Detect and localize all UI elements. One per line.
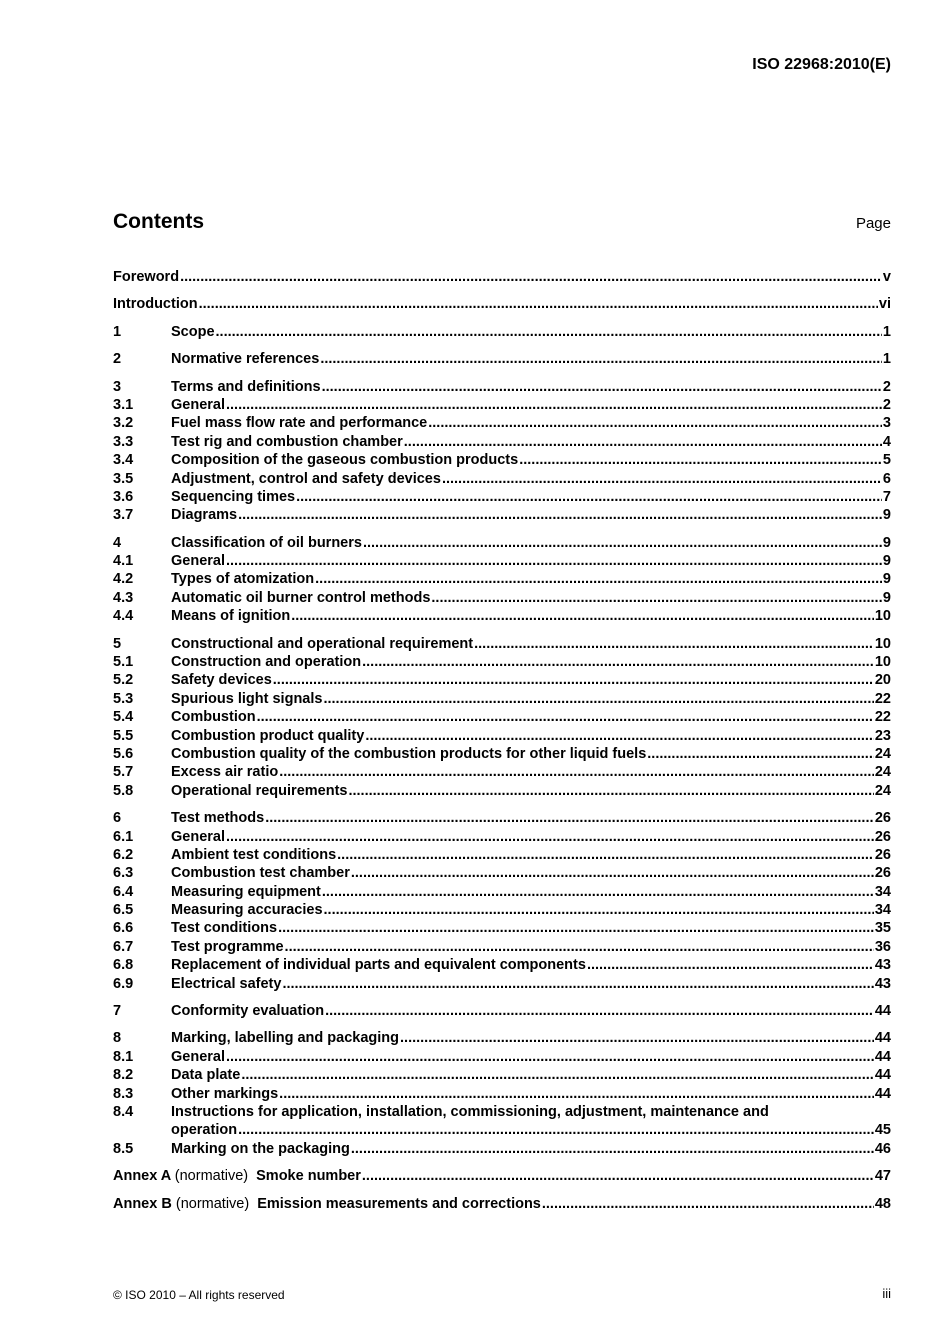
toc-entry-page: 22 xyxy=(874,690,891,707)
toc-entry-page: 44 xyxy=(874,1030,891,1047)
toc-leader-dots xyxy=(351,1140,874,1158)
toc-entry[interactable] xyxy=(113,552,891,570)
toc-leader-dots xyxy=(279,763,874,781)
toc-group-annex-b xyxy=(113,1195,891,1213)
toc-entry-title: Classification of oil burners xyxy=(171,534,362,551)
toc-entry-title: Spurious light signals xyxy=(171,690,323,707)
toc-entry[interactable] xyxy=(113,433,891,451)
toc-entry[interactable] xyxy=(113,534,891,552)
toc-entry[interactable] xyxy=(113,956,891,974)
document-id: ISO 22968:2010(E) xyxy=(752,56,891,73)
toc-leader-dots xyxy=(282,975,873,993)
toc-entry-page: 26 xyxy=(874,846,891,863)
toc-entry-number: 3.2 xyxy=(113,415,134,432)
toc-entry[interactable] xyxy=(113,1085,891,1103)
toc-entry-title: Measuring equipment xyxy=(171,883,321,900)
toc-entry[interactable] xyxy=(113,1048,891,1066)
toc-entry-number: 8.5 xyxy=(113,1140,134,1157)
toc-entry[interactable] xyxy=(113,671,891,689)
toc-leader-dots xyxy=(647,745,874,763)
toc-entry[interactable] xyxy=(113,938,891,956)
toc-entry-number: 6.4 xyxy=(113,883,134,900)
toc-leader-dots xyxy=(291,607,874,625)
toc-entry-number: 6.3 xyxy=(113,865,134,882)
toc-leader-dots xyxy=(279,1085,874,1103)
toc-entry-title: Safety devices xyxy=(171,672,272,689)
toc-entry-page: 45 xyxy=(874,1122,891,1139)
toc-leader-dots xyxy=(315,570,882,588)
toc-leader-dots xyxy=(322,378,882,396)
toc-entry-title: Combustion product quality xyxy=(171,727,365,744)
toc-entry-page: 44 xyxy=(874,1067,891,1084)
toc-entry-title: Measuring accuracies xyxy=(171,902,323,919)
toc-entry-page: 26 xyxy=(874,810,891,827)
toc-group xyxy=(113,323,891,341)
table-of-contents xyxy=(113,268,891,1222)
toc-entry-title: Electrical safety xyxy=(171,975,282,992)
toc-entry-page: 46 xyxy=(874,1140,891,1157)
toc-entry-page: 9 xyxy=(882,507,891,524)
toc-entry-page: v xyxy=(882,268,891,285)
annex-title: Emission measurements and corrections xyxy=(257,1195,541,1212)
toc-entry-title: Fuel mass flow rate and performance xyxy=(171,415,428,432)
toc-entry-page: 26 xyxy=(874,828,891,845)
toc-entry-title: Types of atomization xyxy=(171,571,315,588)
toc-entry-title: Data plate xyxy=(171,1067,241,1084)
toc-leader-dots xyxy=(325,1002,874,1020)
toc-entry[interactable] xyxy=(113,828,891,846)
toc-leader-dots xyxy=(257,708,874,726)
toc-entry-number: 5.6 xyxy=(113,745,134,762)
annex-kind: (normative) xyxy=(174,1168,249,1185)
toc-entry-title: Operational requirements xyxy=(171,782,348,799)
toc-entry[interactable] xyxy=(113,763,891,781)
toc-leader-dots xyxy=(216,323,882,341)
contents-heading: Contents xyxy=(113,210,204,233)
toc-entry[interactable] xyxy=(113,589,891,607)
toc-entry[interactable] xyxy=(113,470,891,488)
toc-entry-introduction[interactable] xyxy=(113,295,891,313)
toc-entry[interactable] xyxy=(113,451,891,469)
toc-entry-page: 34 xyxy=(874,902,891,919)
toc-leader-dots xyxy=(587,956,874,974)
toc-entry-title: Excess air ratio xyxy=(171,764,279,781)
toc-entry[interactable] xyxy=(113,690,891,708)
toc-entry-title: Normative references xyxy=(171,351,320,368)
toc-entry-title: Sequencing times xyxy=(171,488,296,505)
toc-entry-page: 44 xyxy=(874,1085,891,1102)
toc-entry-title: Means of ignition xyxy=(171,608,291,625)
toc-entry[interactable] xyxy=(113,414,891,432)
toc-entry-page: 9 xyxy=(882,534,891,551)
toc-group xyxy=(113,1002,891,1020)
toc-entry-title: Constructional and operational requirement xyxy=(171,635,474,652)
toc-entry[interactable] xyxy=(113,506,891,524)
toc-leader-dots xyxy=(226,1048,874,1066)
toc-entry[interactable] xyxy=(113,570,891,588)
toc-leader-dots xyxy=(428,414,882,432)
toc-entry-page: 36 xyxy=(874,938,891,955)
toc-entry-page: 23 xyxy=(874,727,891,744)
toc-entry-page: 48 xyxy=(874,1195,891,1212)
toc-group xyxy=(113,350,891,368)
toc-entry-title-continued: operation xyxy=(171,1122,238,1139)
toc-entry-number: 3.1 xyxy=(113,396,134,413)
toc-entry-title: Foreword xyxy=(113,268,180,285)
toc-entry-title: Combustion xyxy=(171,709,256,726)
toc-entry-number: 4.1 xyxy=(113,553,134,570)
annex-kind: (normative) xyxy=(175,1195,250,1212)
toc-entry-page: vi xyxy=(878,296,891,313)
toc-entry[interactable] xyxy=(113,782,891,800)
toc-entry-number: 8.3 xyxy=(113,1085,134,1102)
toc-leader-dots xyxy=(180,268,882,286)
toc-entry[interactable] xyxy=(113,846,891,864)
toc-entry[interactable] xyxy=(113,975,891,993)
annex-label: Annex A xyxy=(113,1168,171,1185)
toc-entry-number: 8 xyxy=(113,1030,122,1047)
toc-entry-page: 35 xyxy=(874,920,891,937)
toc-entry-number: 5.7 xyxy=(113,764,134,781)
toc-leader-dots xyxy=(278,920,874,938)
toc-entry[interactable] xyxy=(113,1066,891,1084)
toc-entry-title: Test conditions xyxy=(171,920,278,937)
toc-entry-number: 3.6 xyxy=(113,488,134,505)
toc-entry-page: 44 xyxy=(874,1003,891,1020)
toc-leader-dots xyxy=(285,938,874,956)
toc-entry-foreword[interactable] xyxy=(113,268,891,286)
toc-entry-page: 22 xyxy=(874,709,891,726)
annex-label: Annex B xyxy=(113,1195,172,1212)
toc-group-introduction xyxy=(113,295,891,313)
toc-entry-number: 4 xyxy=(113,534,122,551)
toc-entry[interactable] xyxy=(113,920,891,938)
toc-entry[interactable] xyxy=(113,396,891,414)
toc-entry-number: 8.1 xyxy=(113,1048,134,1065)
toc-entry-page: 6 xyxy=(882,470,891,487)
toc-entry-page: 20 xyxy=(874,672,891,689)
toc-entry[interactable] xyxy=(113,883,891,901)
toc-entry-annex-a[interactable] xyxy=(113,1167,891,1185)
toc-entry-title: General xyxy=(171,1048,225,1065)
toc-entry-page: 34 xyxy=(874,883,891,900)
toc-entry-page: 43 xyxy=(874,975,891,992)
toc-leader-dots xyxy=(265,809,874,827)
toc-entry-page: 43 xyxy=(874,957,891,974)
toc-leader-dots xyxy=(348,782,873,800)
toc-entry-page: 10 xyxy=(874,654,891,671)
toc-entry-page: 7 xyxy=(882,488,891,505)
toc-entry-page: 24 xyxy=(874,745,891,762)
toc-group-clause-8-tail xyxy=(113,1103,891,1158)
toc-entry[interactable] xyxy=(113,1002,891,1020)
toc-leader-dots xyxy=(226,828,874,846)
toc-entry[interactable] xyxy=(113,901,891,919)
toc-leader-dots xyxy=(226,396,882,414)
toc-entry-title: Diagrams xyxy=(171,507,238,524)
toc-leader-dots xyxy=(351,864,874,882)
toc-entry[interactable] xyxy=(113,864,891,882)
toc-entry-page: 9 xyxy=(882,571,891,588)
toc-group xyxy=(113,809,891,993)
toc-leader-dots xyxy=(362,1167,874,1185)
toc-entry-page: 10 xyxy=(874,608,891,625)
toc-leader-dots xyxy=(320,350,882,368)
toc-entry[interactable] xyxy=(113,323,891,341)
toc-entry-number: 6.5 xyxy=(113,902,134,919)
toc-entry-number: 5.3 xyxy=(113,690,134,707)
toc-entry-title: Adjustment, control and safety devices xyxy=(171,470,441,487)
toc-entry-number: 3.3 xyxy=(113,433,134,450)
toc-entry-title: Replacement of individual parts and equivalent components xyxy=(171,957,586,974)
toc-entry-8-5[interactable] xyxy=(113,1140,891,1158)
toc-entry-number: 6.7 xyxy=(113,938,134,955)
toc-entry-number: 6.6 xyxy=(113,920,134,937)
toc-entry-page: 10 xyxy=(874,635,891,652)
toc-leader-dots xyxy=(519,451,882,469)
toc-entry[interactable] xyxy=(113,488,891,506)
toc-entry-number: 6.2 xyxy=(113,846,134,863)
toc-entry[interactable] xyxy=(113,745,891,763)
toc-leader-dots xyxy=(542,1195,874,1213)
toc-leader-dots xyxy=(273,671,874,689)
toc-leader-dots xyxy=(296,488,882,506)
toc-leader-dots xyxy=(431,589,882,607)
toc-entry-title: Instructions for application, installation, commissioning, adjustment, maintenance and xyxy=(171,1104,769,1121)
toc-entry-annex-b[interactable] xyxy=(113,1195,891,1213)
toc-leader-dots xyxy=(362,653,874,671)
toc-entry-title: General xyxy=(171,828,225,845)
toc-leader-dots xyxy=(322,883,874,901)
toc-entry-title: Scope xyxy=(171,323,215,340)
toc-leader-dots xyxy=(241,1066,874,1084)
toc-entry-page: 2 xyxy=(882,378,891,395)
toc-entry[interactable] xyxy=(113,653,891,671)
footer-page-number: iii xyxy=(882,1286,891,1301)
toc-entry-number: 3.5 xyxy=(113,470,134,487)
toc-entry-number: 6 xyxy=(113,810,122,827)
toc-entry[interactable] xyxy=(113,378,891,396)
toc-leader-dots xyxy=(363,534,882,552)
toc-entry-title: Ambient test conditions xyxy=(171,846,337,863)
toc-entry-number: 8.2 xyxy=(113,1067,134,1084)
toc-leader-dots xyxy=(323,690,873,708)
toc-entry-page: 1 xyxy=(882,351,891,368)
toc-entry-number: 5.2 xyxy=(113,672,134,689)
toc-entry[interactable] xyxy=(113,350,891,368)
toc-group xyxy=(113,534,891,626)
toc-entry-title: Marking, labelling and packaging xyxy=(171,1030,400,1047)
toc-leader-dots xyxy=(474,635,874,653)
toc-entry-number: 1 xyxy=(113,323,122,340)
toc-leader-dots xyxy=(238,506,882,524)
toc-entry-title: Introduction xyxy=(113,296,198,313)
toc-group xyxy=(113,1029,891,1103)
toc-entry[interactable] xyxy=(113,607,891,625)
toc-leader-dots xyxy=(324,901,874,919)
toc-entry-title: Other markings xyxy=(171,1085,279,1102)
toc-entry[interactable] xyxy=(113,727,891,745)
toc-entry-title: Marking on the packaging xyxy=(171,1140,350,1157)
toc-entry-page: 26 xyxy=(874,865,891,882)
annex-title: Smoke number xyxy=(256,1168,361,1185)
toc-leader-dots xyxy=(337,846,874,864)
toc-entry-number: 4.3 xyxy=(113,589,134,606)
toc-entry-page: 24 xyxy=(874,782,891,799)
toc-entry-title: Construction and operation xyxy=(171,654,362,671)
toc-entry-number: 5 xyxy=(113,635,122,652)
toc-entry-number: 3 xyxy=(113,378,122,395)
toc-entry[interactable] xyxy=(113,708,891,726)
toc-entry-page: 44 xyxy=(874,1048,891,1065)
toc-entry-number: 6.9 xyxy=(113,975,134,992)
toc-group-foreword xyxy=(113,268,891,286)
footer-copyright: © ISO 2010 – All rights reserved xyxy=(113,1288,285,1302)
toc-entry-8-4[interactable] xyxy=(113,1103,891,1140)
toc-entry-title: General xyxy=(171,396,225,413)
toc-entry-number: 4.2 xyxy=(113,571,134,588)
toc-clause-groups xyxy=(113,323,891,1103)
page-column-label: Page xyxy=(855,215,891,232)
toc-entry-title: Test methods xyxy=(171,810,265,827)
toc-entry-title: Automatic oil burner control methods xyxy=(171,589,431,606)
toc-entry-number: 3.4 xyxy=(113,452,134,469)
toc-entry-number: 5.1 xyxy=(113,654,134,671)
toc-entry-title: General xyxy=(171,553,225,570)
toc-entry-number: 3.7 xyxy=(113,507,134,524)
toc-entry-title: Combustion quality of the combustion products for other liquid fuels xyxy=(171,745,647,762)
toc-entry-page: 1 xyxy=(882,323,891,340)
toc-group xyxy=(113,635,891,801)
toc-leader-dots xyxy=(404,433,882,451)
toc-entry-number: 7 xyxy=(113,1003,122,1020)
toc-entry-page: 3 xyxy=(882,415,891,432)
toc-entry-number: 4.4 xyxy=(113,608,134,625)
toc-entry-number: 2 xyxy=(113,351,122,368)
toc-entry-title: Test rig and combustion chamber xyxy=(171,433,403,450)
toc-entry-page: 2 xyxy=(882,396,891,413)
toc-entry-title: Combustion test chamber xyxy=(171,865,350,882)
toc-entry-page: 5 xyxy=(882,452,891,469)
toc-entry-page: 4 xyxy=(882,433,891,450)
toc-leader-dots xyxy=(226,552,882,570)
toc-entry-number: 6.1 xyxy=(113,828,134,845)
toc-entry-page: 47 xyxy=(874,1168,891,1185)
toc-entry-title: Terms and definitions xyxy=(171,378,321,395)
toc-entry-number: 8.4 xyxy=(113,1104,134,1121)
toc-entry-title: Conformity evaluation xyxy=(171,1003,325,1020)
toc-entry-number: 5.8 xyxy=(113,782,134,799)
toc-entry[interactable] xyxy=(113,635,891,653)
toc-group-annex-a xyxy=(113,1167,891,1185)
toc-group xyxy=(113,378,891,525)
toc-leader-dots xyxy=(400,1029,874,1047)
toc-entry-page: 24 xyxy=(874,764,891,781)
toc-leader-dots xyxy=(238,1121,874,1139)
toc-leader-dots xyxy=(442,470,882,488)
toc-entry-number: 5.5 xyxy=(113,727,134,744)
toc-entry[interactable] xyxy=(113,1029,891,1047)
toc-leader-dots xyxy=(199,295,878,313)
toc-entry-number: 6.8 xyxy=(113,957,134,974)
toc-leader-dots xyxy=(365,727,874,745)
toc-entry-title: Test programme xyxy=(171,938,284,955)
toc-entry-title: Composition of the gaseous combustion products xyxy=(171,452,519,469)
toc-entry-number: 5.4 xyxy=(113,709,134,726)
toc-entry-page: 9 xyxy=(882,589,891,606)
toc-entry-page: 9 xyxy=(882,553,891,570)
toc-entry[interactable] xyxy=(113,809,891,827)
